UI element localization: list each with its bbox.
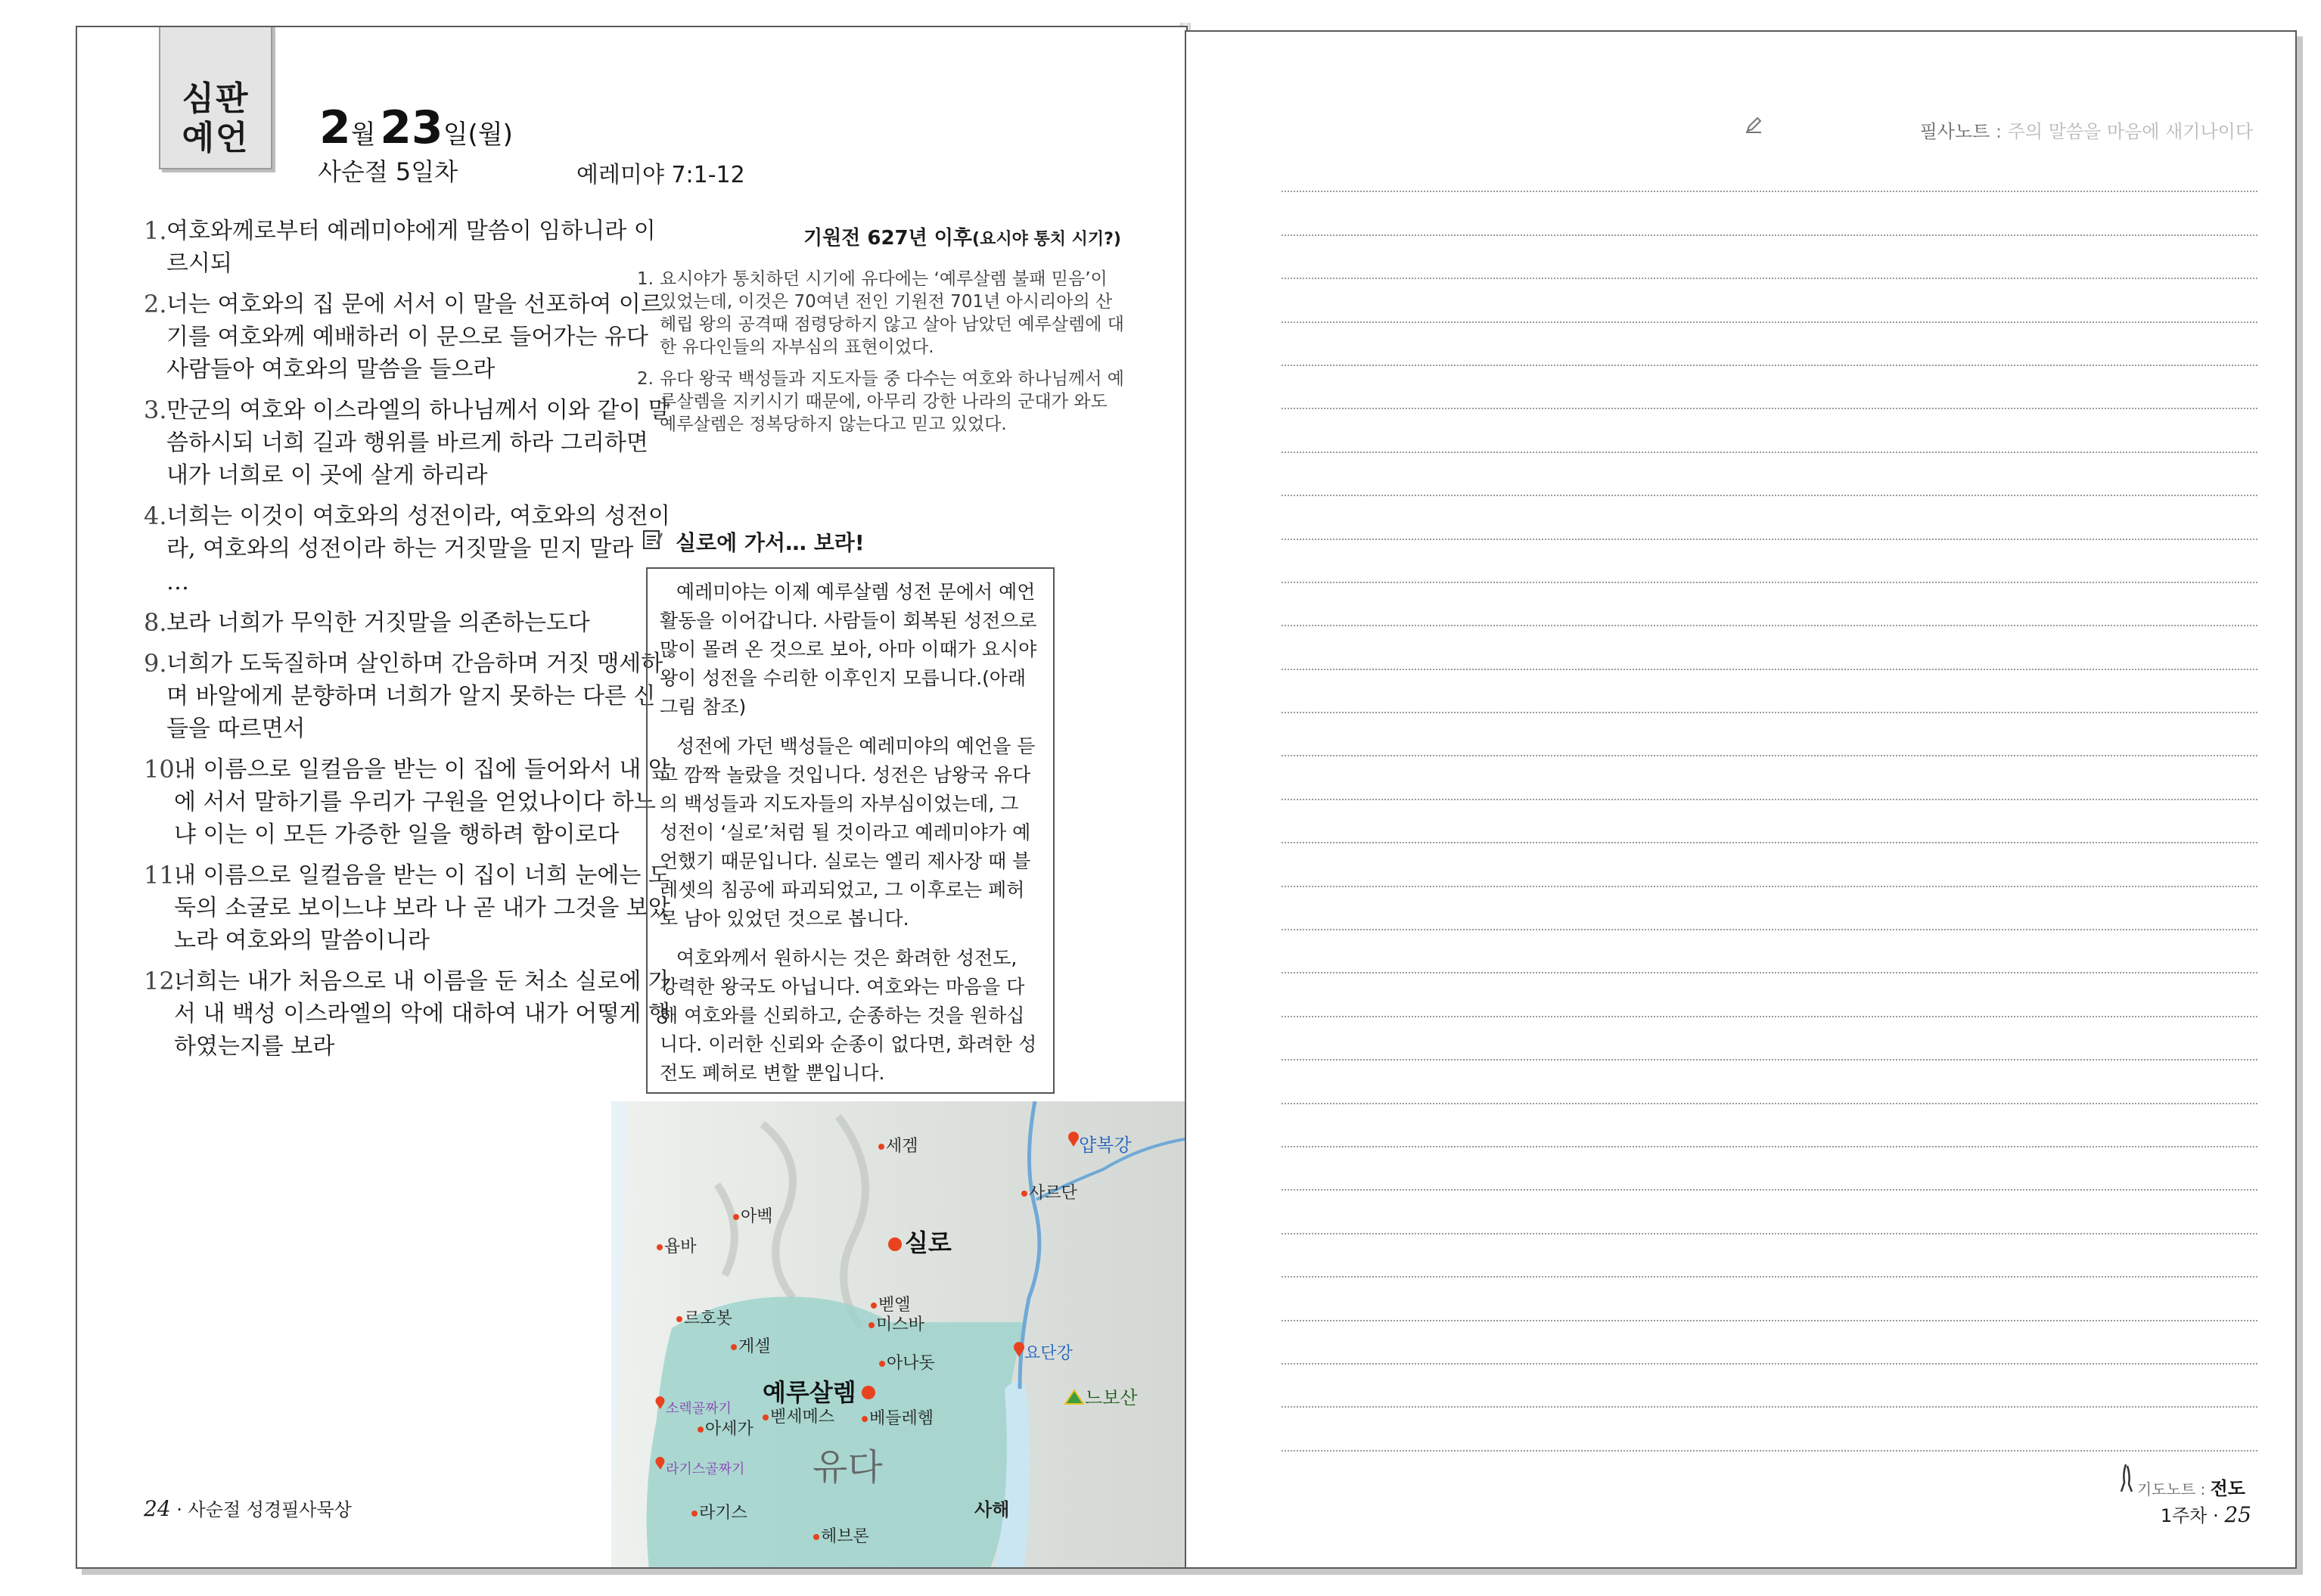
verse-number: 8. [144, 608, 167, 637]
week-label: 1주차 · [2160, 1505, 2219, 1526]
verse-item [145, 753, 675, 851]
map-label-gezer: 게셀 [738, 1337, 771, 1356]
map-label-hebron: 헤브론 [821, 1527, 869, 1546]
writing-line[interactable] [1282, 1408, 2257, 1451]
writing-line[interactable] [1282, 540, 2257, 583]
right-page-number: 25 [2224, 1502, 2251, 1527]
left-footer [144, 1495, 352, 1521]
city-dot [888, 1237, 902, 1251]
commentary-box [646, 567, 1055, 1094]
left-footer-title: · 사순절 성경필사묵상 [176, 1499, 352, 1520]
date-day: 23 [380, 101, 443, 154]
writing-line[interactable] [1282, 279, 2257, 322]
writing-line[interactable] [1282, 1147, 2257, 1191]
note-number: 1. [637, 269, 654, 289]
city-dot [879, 1361, 885, 1367]
verse-list [145, 215, 675, 1071]
left-page-number: 24 [144, 1496, 171, 1521]
verse-item [145, 859, 675, 957]
tab-label-line1: 심판 [182, 79, 250, 118]
side-note-item [637, 368, 1125, 436]
writing-lines[interactable] [1282, 149, 2257, 1452]
verse-number: 4. [144, 501, 167, 530]
writing-line[interactable] [1282, 1104, 2257, 1147]
prayer-note [2018, 1473, 2245, 1500]
writing-line[interactable] [1282, 323, 2257, 366]
city-dot [1021, 1191, 1027, 1197]
writing-line[interactable] [1282, 713, 2257, 756]
left-page [76, 26, 1188, 1569]
writing-line[interactable] [1282, 366, 2257, 409]
verse-text: 여호와께로부터 예레미야에게 말씀이 임하니라 이르시되 [166, 218, 656, 277]
city-dot [871, 1303, 877, 1309]
verse-number: 3. [144, 396, 167, 424]
verse-text: 만군의 여호와 이스라엘의 하나님께서 이와 같이 말씀하시되 너희 길과 행위를 바르게 하라 그리하면 내가 너희로 이 곳에 살게 하리라 [166, 397, 670, 489]
map-label-elah: 라기스골짜기 [666, 1461, 745, 1477]
transcription-separator: : [1990, 121, 2008, 142]
verse-item [145, 607, 675, 639]
commentary-title [641, 526, 865, 557]
writing-line[interactable] [1282, 149, 2257, 192]
city-dot [731, 1344, 737, 1350]
map-label-bethlehem: 베들레헴 [869, 1409, 934, 1428]
date-day-unit: 일 [443, 120, 468, 150]
map-label-lehobot: 르호봇 [684, 1309, 732, 1328]
verse-item [145, 647, 675, 745]
verse-text: 너는 여호와의 집 문에 서서 이 말을 선포하여 이르기를 여호와께 예배하러 이 문으로 들어가는 유다 사람들아 여호와의 말씀을 들으라 [166, 291, 663, 383]
city-dot [763, 1414, 769, 1421]
verse-text: 내 이름으로 일컬음을 받는 이 집에 들어와서 내 앞에 서서 말하기를 우리가 구원을 얻었나이다 하느냐 이는 이 모든 가증한 일을 행하려 함이로다 [174, 756, 670, 848]
writing-line[interactable] [1282, 409, 2257, 452]
note-text: 유다 왕국 백성들과 지도자들 중 다수는 여호와 하나님께서 예루살렘을 지키시기 때문에, 아무리 강한 나라의 군대가 와도 예루살렘은 정복당하지 않는다고 믿고 있었다. [660, 369, 1124, 434]
verse-text: 내 이름으로 일컬음을 받는 이 집이 너희 눈에는 도둑의 소굴로 보이느냐 보라 나 곧 내가 그것을 보았노라 여호와의 말씀이니라 [174, 862, 670, 954]
note-text: 요시야가 통치하던 시기에 유다에는 ‘예루살렘 불패 믿음’이 있었는데, 이것은 70여년 전인 기원전 701년 아시리아의 산헤립 왕의 공격때 점령당하지 않고 살아 남았던 예루살렘에 대한 유다인들의 자부심의 표현이었다. [660, 269, 1124, 357]
verse-text: 너희는 이것이 여호와의 성전이라, 여호와의 성전이라, 여호와의 성전이라 하는 거짓말을 믿지 말라 [166, 503, 670, 562]
verse-number: 9. [144, 649, 167, 678]
map-label-anathoth: 아나돗 [887, 1354, 935, 1373]
writing-line[interactable] [1282, 453, 2257, 496]
prayer-label: 기도노트 : [2136, 1480, 2211, 1498]
verse-item [145, 500, 675, 565]
section-tab [159, 26, 272, 169]
writing-line[interactable] [1282, 236, 2257, 279]
note-number: 2. [637, 369, 654, 389]
commentary-paragraph: 성전에 가던 백성들은 예레미야의 예언을 듣고 깜짝 놀랐을 것입니다. 성전은 남왕국 유다의 백성들과 지도자들의 자부심이었는데, 그 성전이 ‘실로’처럼 될 것이라고 예레미야가 예언했기 때문입니다. 실로는 엘리 제사장 때 블레셋의 침공에 파괴되었고, 그 이후로는 폐허로 남아 있었던 것으로 봅니다. [660, 735, 1036, 930]
city-dot [862, 1386, 875, 1399]
map-label-lachish: 라기스 [699, 1504, 747, 1523]
date-heading [319, 101, 513, 154]
verse-text: 너희가 도둑질하며 살인하며 간음하며 거짓 맹세하며 바알에게 분향하며 너희가 알지 못하는 다른 신들을 따르면서 [166, 651, 663, 742]
transcription-note-header [1746, 116, 2253, 143]
map-label-bethel: 벧엘 [878, 1296, 911, 1315]
map-label-sorek: 소렉골짜기 [666, 1401, 732, 1417]
writing-line[interactable] [1282, 1278, 2257, 1321]
writing-line[interactable] [1282, 496, 2257, 539]
verse-number: 11. [144, 861, 182, 890]
verse-number: 1. [144, 216, 167, 245]
map-label-deadsea: 사해 [974, 1499, 1010, 1520]
map-label-shiloh: 실로 [905, 1228, 952, 1257]
writing-line[interactable] [1282, 1191, 2257, 1234]
commentary-title-text: 실로에 가서… 보라! [676, 530, 865, 555]
commentary-paragraph: 여호와께서 원하시는 것은 화려한 성전도, 강력한 왕국도 아닙니다. 여호와는 마음을 다해 여호와를 신뢰하고, 순종하는 것을 원하십니다. 이러한 신뢰와 순종이 없다면, 화려한 성전도 폐허로 변할 뿐입니다. [660, 947, 1037, 1084]
judah-map [611, 1101, 1186, 1569]
writing-line[interactable] [1282, 1060, 2257, 1104]
writing-line[interactable] [1282, 843, 2257, 886]
writing-line[interactable] [1282, 800, 2257, 843]
side-heading-main: 기원전 627년 이후 [803, 227, 973, 250]
verse-text: 너희는 내가 처음으로 내 이름을 둔 처소 실로에 가서 내 백성 이스라엘의 악에 대하여 내가 어떻게 행하였는지를 보라 [174, 968, 670, 1060]
scripture-reference: 예레미야 7:1-12 [576, 162, 745, 188]
transcription-label: 필사노트 [1919, 121, 1990, 142]
commentary-paragraph: 예레미야는 이제 예루살렘 성전 문에서 예언 활동을 이어갑니다. 사람들이 회복된 성전으로 많이 몰려 온 것으로 보아, 아마 이때가 요시야 왕이 성전을 수리한 이후인지 모릅니다.(아래 그림 참조) [660, 581, 1037, 718]
writing-line[interactable] [1282, 670, 2257, 713]
notepad-icon [641, 528, 663, 551]
city-dot [868, 1322, 875, 1328]
writing-line[interactable] [1282, 583, 2257, 626]
verse-item [145, 394, 675, 492]
verse-text: 보라 너희가 무익한 거짓말을 의존하는도다 [166, 610, 590, 636]
season-day: 사순절 5일차 [318, 157, 458, 186]
verse-item [145, 288, 675, 386]
map-label-azekah: 아세가 [705, 1420, 753, 1439]
side-notes [637, 268, 1125, 445]
map-label-shechem: 세겜 [886, 1137, 918, 1156]
tab-label-line2: 예언 [182, 119, 250, 157]
city-dot [676, 1316, 682, 1322]
verse-item [145, 965, 675, 1063]
city-dot [698, 1427, 704, 1433]
map-label-joppa: 욥바 [664, 1237, 697, 1256]
city-dot [878, 1144, 884, 1150]
verse-omission [145, 566, 675, 598]
map-label-aphek: 아벡 [741, 1207, 773, 1226]
writing-line[interactable] [1282, 192, 2257, 235]
map-label-jerusalem: 예루살렘 [763, 1378, 856, 1407]
map-label-judah: 유다 [813, 1446, 883, 1489]
city-dot [862, 1416, 868, 1422]
map-label-sartan: 사르단 [1029, 1184, 1077, 1203]
prayer-value: 전도 [2210, 1478, 2245, 1499]
side-note-item [637, 268, 1125, 359]
right-page [1185, 30, 2297, 1569]
writing-line[interactable] [1282, 626, 2257, 669]
city-dot [813, 1534, 819, 1540]
verse-number: 2. [144, 290, 167, 318]
right-footer [2049, 1501, 2251, 1527]
writing-line[interactable] [1282, 973, 2257, 1017]
transcription-subtitle: 주의 말씀을 마음에 새기나이다 [2007, 121, 2253, 142]
writing-line[interactable] [1282, 887, 2257, 930]
map-label-nebo: 느보산 [1085, 1387, 1138, 1408]
date-month: 2 [319, 101, 351, 154]
verse-item [145, 215, 675, 280]
map-label-bethshemesh: 벧세메스 [770, 1408, 835, 1427]
writing-line[interactable] [1282, 1234, 2257, 1278]
verse-number: 12. [144, 967, 182, 995]
city-dot [657, 1244, 663, 1250]
writing-line[interactable] [1282, 1321, 2257, 1365]
side-note-heading [698, 222, 1121, 250]
verse-number: 10. [144, 755, 182, 784]
writing-line[interactable] [1282, 756, 2257, 800]
date-month-unit: 월 [350, 120, 376, 150]
verse-text: … [166, 569, 189, 595]
map-label-mizpah: 미스바 [876, 1315, 924, 1334]
side-heading-sub: (요시야 통치 시기?) [972, 230, 1121, 249]
writing-line[interactable] [1282, 1365, 2257, 1408]
map-label-jordan: 요단강 [1024, 1344, 1073, 1363]
writing-line[interactable] [1282, 1017, 2257, 1060]
map-label-jabbok: 얍복강 [1079, 1135, 1132, 1156]
city-dot [733, 1214, 739, 1220]
city-dot [691, 1511, 698, 1517]
date-weekday: (월) [468, 120, 513, 150]
writing-line[interactable] [1282, 930, 2257, 973]
